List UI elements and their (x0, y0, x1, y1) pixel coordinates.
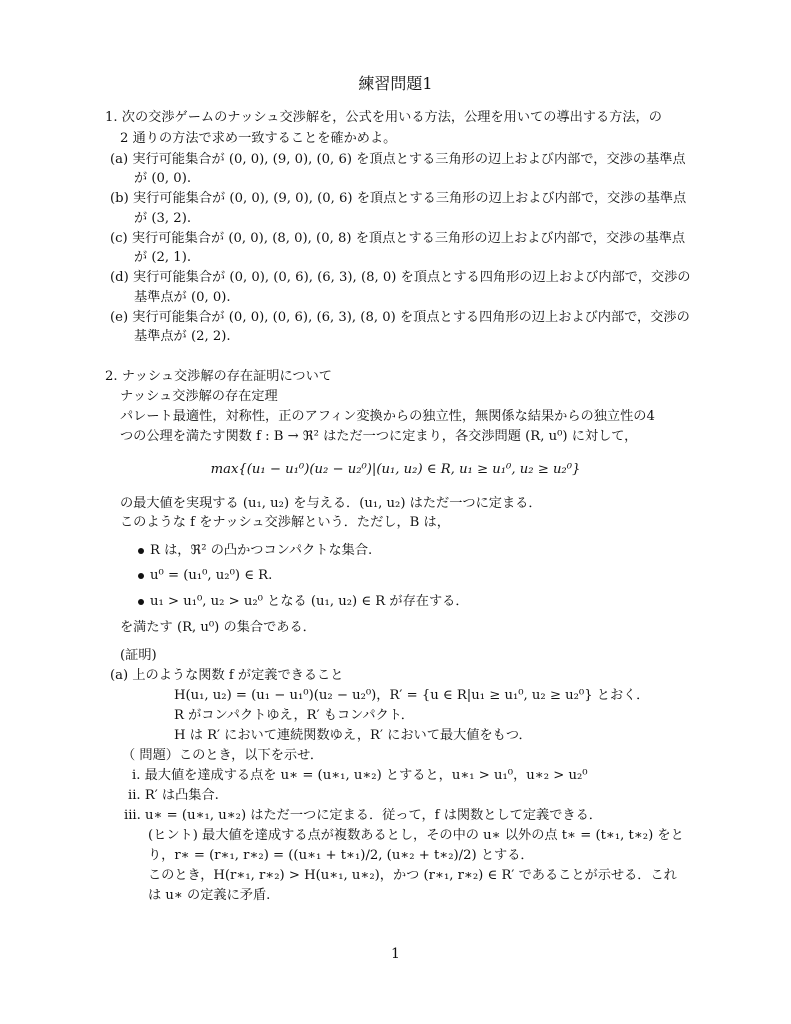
q1-item-b-line2: が (3, 2). (134, 211, 192, 226)
q1-item-d-line2: 基準点が (0, 0). (134, 290, 231, 305)
condition-bullet-3 (138, 592, 469, 612)
q2-paragraph-5: を満たす (R, u⁰) の集合である． (120, 620, 316, 635)
bullet-dot-icon (138, 548, 144, 554)
q2-paragraph-3: の最大値を実現する (u₁, u₂) を与える．(u₁, u₂) はただ一つに定まる． (120, 496, 542, 511)
proof-part-a: (a) 上のような関数 f が定義できること (110, 668, 344, 683)
hint-line2: り，r∗ = (r∗₁, r∗₂) = ((u∗₁ + t∗₁)/2, (u∗₂ + t∗₂)/2) とする． (148, 848, 534, 863)
condition-text-1: R は，ℜ² の凸かつコンパクトな集合. (150, 543, 373, 558)
page-number: 1 (391, 946, 400, 962)
q1-item-d-line1: (d) 実行可能集合が (0, 0), (0, 6), (6, 3), (8, 0) を頂点とする四角形の辺上および内部で，交渉の (110, 270, 691, 285)
q2-theorem-title: ナッシュ交渉解の存在定理 (120, 389, 278, 404)
proof-label: (証明) (120, 648, 157, 663)
condition-text-2: u⁰ = (u₁⁰, u₂⁰) ∈ R. (150, 568, 273, 583)
proof-a-line3: H は R′ において連続関数ゆえ，R′ において最大値をもつ． (174, 728, 532, 743)
condition-bullet-2 (138, 566, 272, 586)
q1-line1: 1. 次の交渉ゲームのナッシュ交渉解を，公式を用いる方法，公理を用いての導出する方法，の (105, 110, 662, 125)
hint-line4: は u∗ の定義に矛盾. (148, 888, 271, 903)
q1-item-c-line2: が (2, 1). (134, 250, 192, 265)
proof-a-line2: R がコンパクトゆえ，R′ もコンパクト． (174, 708, 414, 723)
proof-a-line1: H(u₁, u₂) = (u₁ − u₁⁰)(u₂ − u₂⁰)，R′ = {u ∈ R|u₁ ≥ u₁⁰, u₂ ≥ u₂⁰} とおく． (174, 688, 650, 703)
q1-item-a-line1: (a) 実行可能集合が (0, 0), (9, 0), (0, 6) を頂点とする三角形の辺上および内部で，交渉の基準点 (110, 152, 686, 167)
hint-line1: (ヒント) 最大値を達成する点が複数あるとし，その中の u∗ 以外の点 t∗ = (t∗₁, t∗₂) をと (148, 828, 684, 843)
condition-bullet-1 (138, 541, 372, 561)
q2-paragraph-1: パレート最適性，対称性，正のアフィン変換からの独立性，無関係な結果からの独立性の4 (120, 409, 655, 424)
page-title: 練習問題1 (358, 74, 433, 93)
condition-text-3: u₁ > u₁⁰, u₂ > u₂⁰ となる (u₁, u₂) ∈ R が存在する． (150, 594, 469, 609)
problem-statement: （ 問題）このとき，以下を示せ． (122, 748, 324, 763)
hint-line3: このとき，H(r∗₁, r∗₂) > H(u∗₁, u∗₂)，かつ (r∗₁, r∗₂) ∈ R′ であることが示せる．これ (148, 868, 677, 883)
q1-item-c-line1: (c) 実行可能集合が (0, 0), (8, 0), (0, 8) を頂点とする三角形の辺上および内部で，交渉の基準点 (110, 231, 686, 246)
bullet-dot-icon (138, 599, 144, 605)
q2-heading: 2. ナッシュ交渉解の存在証明について (105, 369, 332, 384)
q1-item-e-line2: 基準点が (2, 2). (134, 329, 231, 344)
problem-item-i: i. 最大値を達成する点を u∗ = (u∗₁, u∗₂) とすると，u∗₁ > u₁⁰，u∗₂ > u₂⁰ (132, 768, 588, 783)
q2-paragraph-2: つの公理を満たす関数 f : B → ℜ² はただ一つに定まり，各交渉問題 (R, u⁰) に対して， (120, 429, 638, 444)
q1-item-b-line1: (b) 実行可能集合が (0, 0), (9, 0), (0, 6) を頂点とする三角形の辺上および内部で，交渉の基準点 (110, 191, 687, 206)
q2-paragraph-4: このような f をナッシュ交渉解という．ただし，B は， (120, 515, 450, 530)
problem-item-ii: ii. R′ は凸集合. (128, 788, 219, 803)
q1-item-e-line1: (e) 実行可能集合が (0, 0), (0, 6), (6, 3), (8, 0) を頂点とする四角形の辺上および内部で，交渉の (110, 310, 690, 325)
bullet-dot-icon (138, 573, 144, 579)
problem-item-iii: iii. u∗ = (u∗₁, u∗₂) はただ一つに定まる．従って，f は関数として定義できる． (124, 808, 602, 823)
q1-line2: 2 通りの方法で求め一致することを確かめよ。 (120, 131, 397, 146)
q1-item-a-line2: が (0, 0). (134, 171, 192, 186)
nash-product-formula: max{(u₁ − u₁⁰)(u₂ − u₂⁰)|(u₁, u₂) ∈ R, u₁ ≥ u₁⁰, u₂ ≥ u₂⁰} (210, 462, 581, 477)
